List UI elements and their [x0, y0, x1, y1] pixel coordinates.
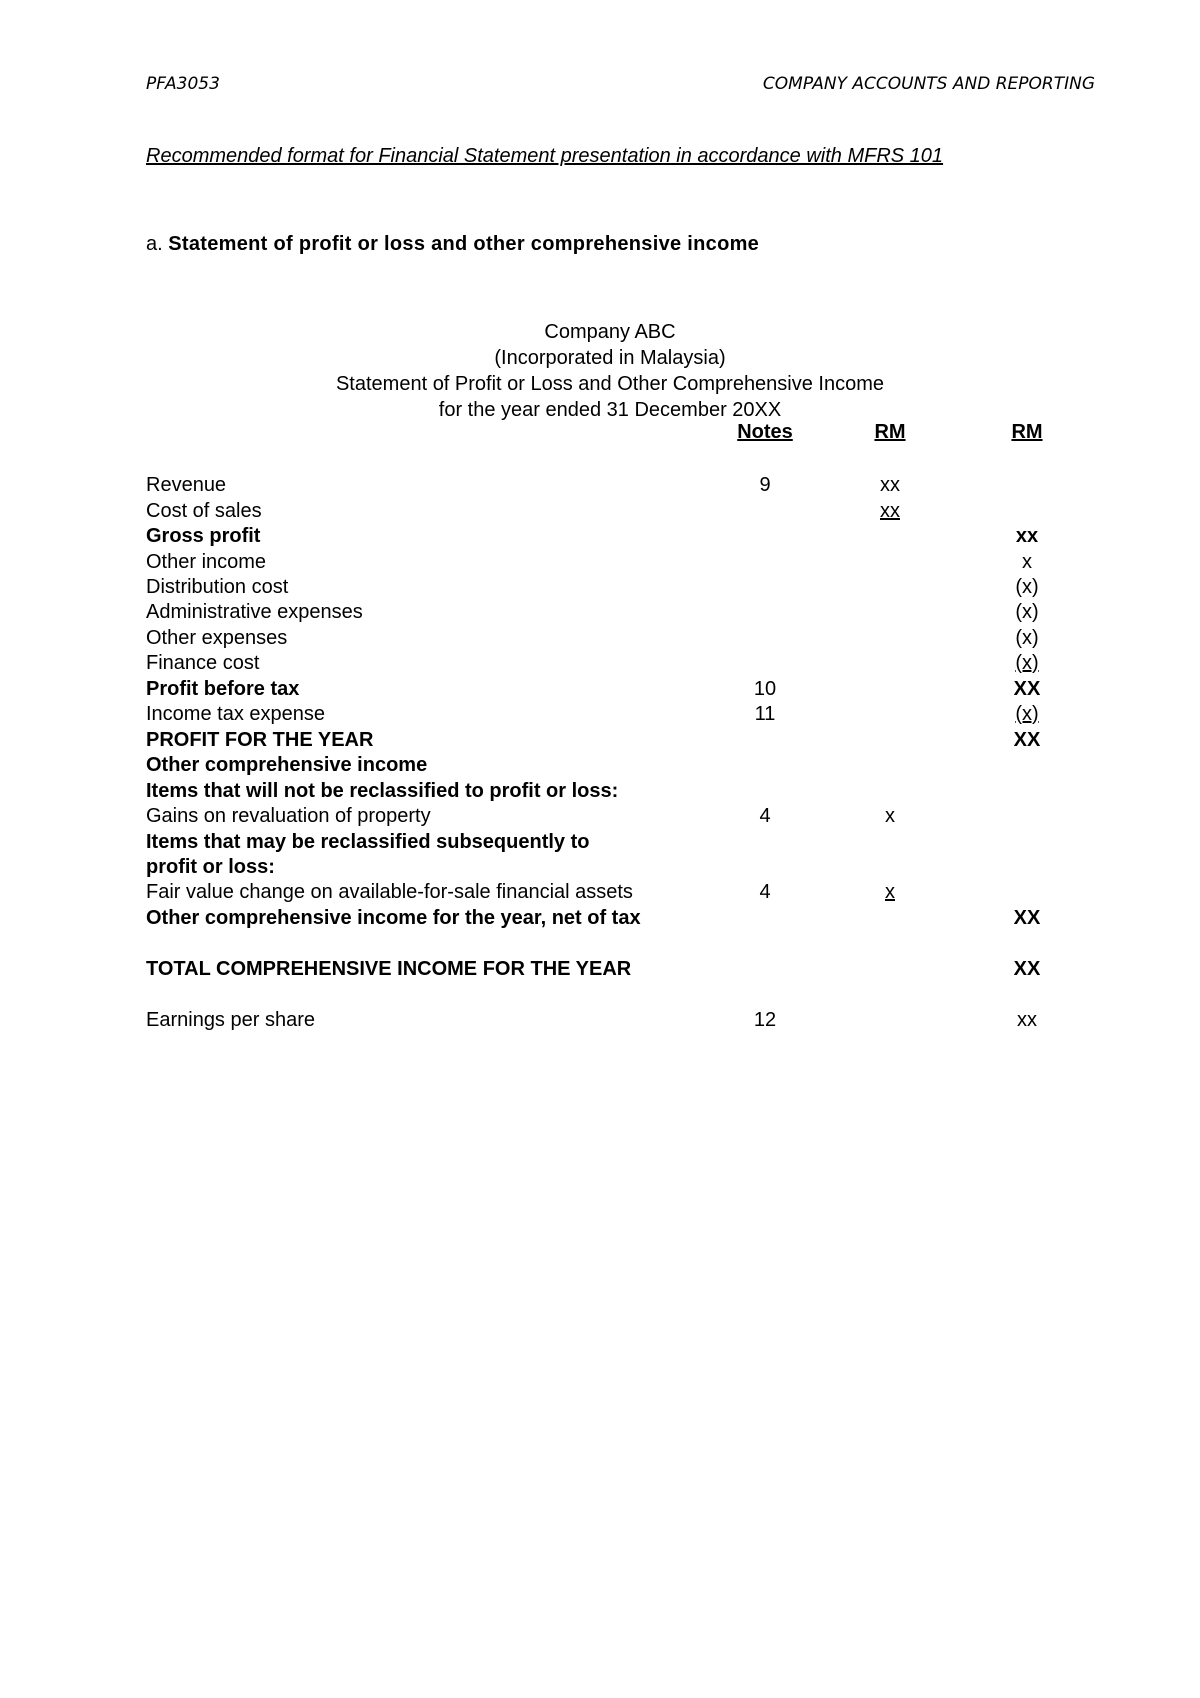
- row-rm2: XX: [1013, 729, 1041, 751]
- row-label: profit or loss:: [146, 856, 275, 878]
- row-finance-cost: [0, 651, 1200, 676]
- row-label: Other comprehensive income: [146, 754, 428, 776]
- column-header-rm-1: RM: [874, 421, 906, 443]
- row-label: Distribution cost: [146, 576, 289, 598]
- row-earnings-per-share: [0, 1008, 1200, 1033]
- row-rm1: xx: [880, 474, 900, 496]
- column-header-notes: Notes: [737, 421, 793, 443]
- row-other-expenses: [0, 626, 1200, 651]
- row-label: Other comprehensive income for the year, net of tax: [146, 907, 641, 929]
- row-note: 12: [753, 1009, 777, 1031]
- column-header-row: [0, 420, 1200, 445]
- row-label: Fair value change on available-for-sale financial assets: [146, 881, 633, 903]
- row-label: Earnings per share: [146, 1009, 315, 1031]
- row-note: 4: [759, 881, 771, 903]
- row-gross-profit: [0, 524, 1200, 549]
- row-not-reclassified-heading: [0, 779, 1200, 804]
- row-cost-of-sales: [0, 499, 1200, 524]
- row-rm2: x: [1022, 551, 1032, 573]
- section-heading: [146, 233, 759, 256]
- column-header-rm-2: RM: [1011, 421, 1043, 443]
- row-label: Administrative expenses: [146, 601, 363, 623]
- row-revenue: [0, 473, 1200, 498]
- row-other-income: [0, 550, 1200, 575]
- row-label: Gross profit: [146, 525, 261, 547]
- row-oci-heading: [0, 753, 1200, 778]
- row-may-be-reclassified-heading: [0, 830, 1200, 855]
- row-label: Profit before tax: [146, 678, 300, 700]
- row-oci-net-of-tax: [0, 906, 1200, 931]
- row-label: Other expenses: [146, 627, 288, 649]
- row-fair-value-change: [0, 880, 1200, 905]
- row-rm1: x: [885, 805, 895, 827]
- row-income-tax-expense: [0, 702, 1200, 727]
- row-label: TOTAL COMPREHENSIVE INCOME FOR THE YEAR: [146, 958, 632, 980]
- company-name: Company ABC: [544, 321, 676, 343]
- row-label: Revenue: [146, 474, 227, 496]
- row-rm2: (x): [1015, 652, 1039, 674]
- row-label: Gains on revaluation of property: [146, 805, 431, 827]
- section-prefix: a.: [146, 233, 169, 255]
- row-total-comprehensive-income: [0, 957, 1200, 982]
- row-label: Items that will not be reclassified to profit or loss:: [146, 780, 619, 802]
- row-label: Income tax expense: [146, 703, 325, 725]
- row-administrative-expenses: [0, 600, 1200, 625]
- row-note: 10: [753, 678, 777, 700]
- row-profit-before-tax: [0, 677, 1200, 702]
- row-rm2: XX: [1013, 907, 1041, 929]
- row-profit-for-the-year: [0, 728, 1200, 753]
- row-label: Items that may be reclassified subsequently to: [146, 831, 590, 853]
- statement-title: Statement of Profit or Loss and Other Comprehensive Income: [335, 373, 885, 395]
- row-label: PROFIT FOR THE YEAR: [146, 729, 374, 751]
- header-course-code: PFA3053: [146, 74, 220, 94]
- row-rm2: (x): [1015, 703, 1039, 725]
- company-heading: [0, 319, 1200, 423]
- statement-period: for the year ended 31 December 20XX: [438, 399, 782, 421]
- row-rm2: xx: [1017, 1009, 1037, 1031]
- row-revaluation-gains: [0, 804, 1200, 829]
- row-rm2: (x): [1015, 627, 1039, 649]
- row-rm2: (x): [1015, 601, 1039, 623]
- row-note: 4: [759, 805, 771, 827]
- row-rm2: (x): [1015, 576, 1039, 598]
- row-may-be-reclassified-heading-cont: [0, 855, 1200, 880]
- row-note: 11: [754, 703, 776, 725]
- row-rm2: XX: [1013, 678, 1041, 700]
- document-subtitle: Recommended format for Financial Statement presentation in accordance with MFRS 101: [146, 145, 944, 167]
- row-rm2: XX: [1013, 958, 1041, 980]
- row-label: Other income: [146, 551, 267, 573]
- row-label: Finance cost: [146, 652, 260, 674]
- row-note: 9: [759, 474, 771, 496]
- row-rm2: xx: [1015, 525, 1039, 547]
- row-distribution-cost: [0, 575, 1200, 600]
- row-rm1: xx: [880, 500, 900, 522]
- section-title: Statement of profit or loss and other comprehensive income: [168, 233, 760, 255]
- company-incorporation: (Incorporated in Malaysia): [494, 347, 726, 369]
- header-course-title: COMPANY ACCOUNTS AND REPORTING: [762, 74, 1095, 94]
- row-rm1: x: [885, 881, 895, 903]
- row-label: Cost of sales: [146, 500, 262, 522]
